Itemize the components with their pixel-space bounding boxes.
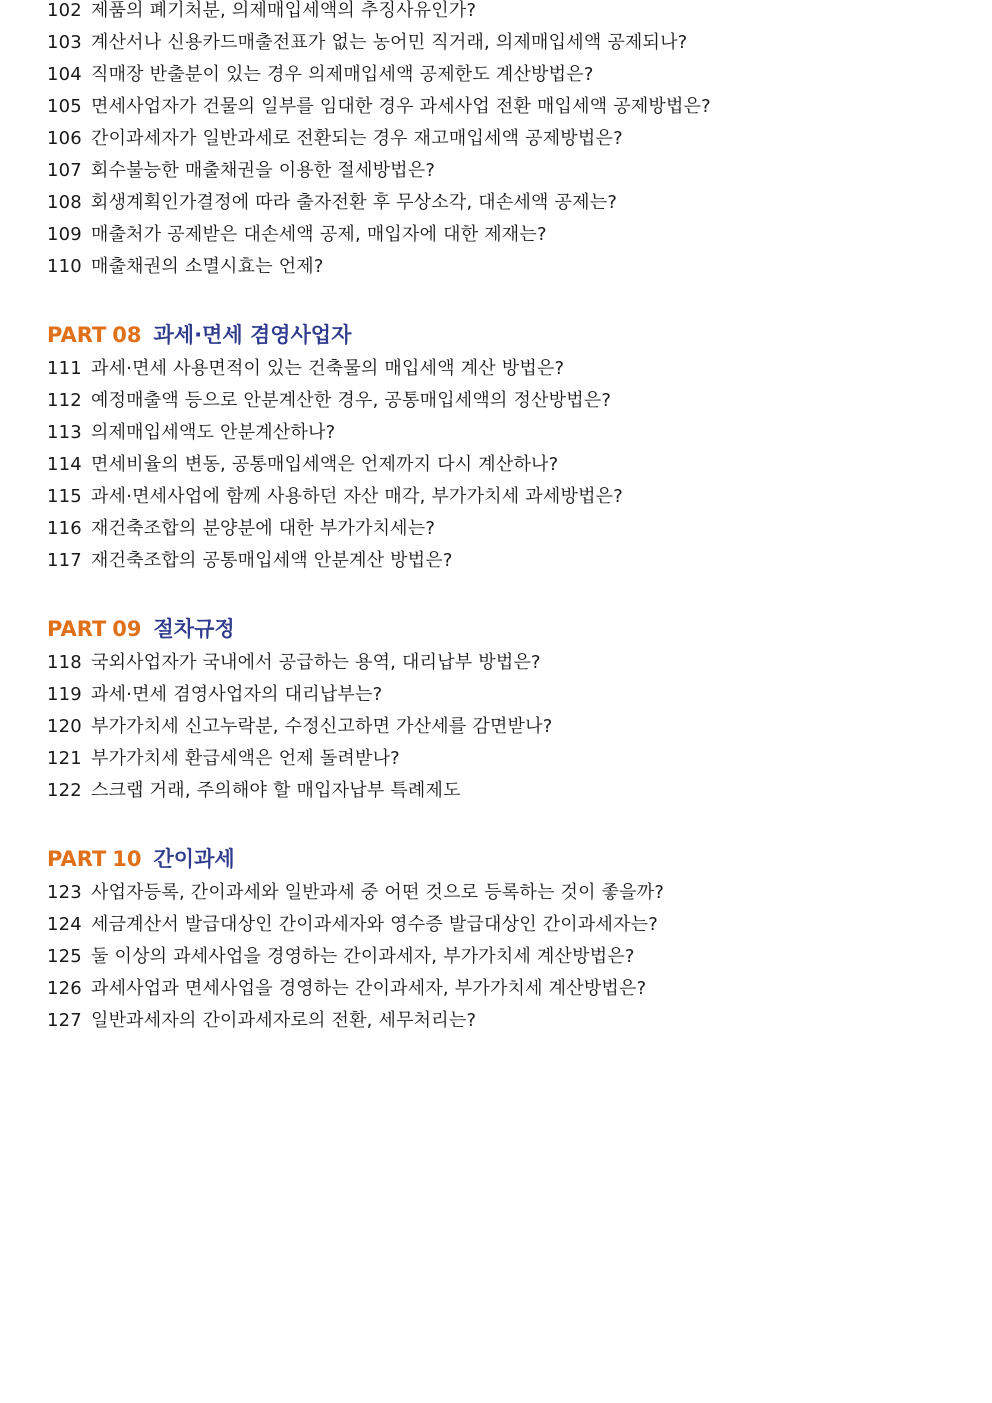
toc-part-section	[47, 317, 947, 577]
item-title: 세금계산서 발급대상인 간이과세자와 영수증 발급대상인 간이과세자는?	[91, 914, 658, 935]
part-label: PART	[47, 847, 107, 871]
item-number: 116	[47, 518, 82, 539]
item-title: 매출처가 공제받은 대손세액 공제, 매입자에 대한 제재는?	[91, 224, 547, 245]
item-number: 124	[47, 914, 82, 935]
part-item-list	[47, 877, 947, 1037]
item-title: 과세사업과 면세사업을 경영하는 간이과세자, 부가가치세 계산방법은?	[91, 978, 647, 999]
toc-item	[47, 123, 947, 155]
toc-item	[47, 449, 947, 481]
toc-item	[47, 251, 947, 283]
item-number: 114	[47, 454, 82, 475]
item-number: 111	[47, 358, 82, 379]
toc-item	[47, 973, 947, 1005]
item-title: 계산서나 신용카드매출전표가 없는 농어민 직거래, 의제매입세액 공제되나?	[91, 32, 688, 53]
item-title: 의제매입세액도 안분계산하나?	[91, 422, 336, 443]
part-heading	[47, 611, 947, 647]
item-number: 105	[47, 96, 82, 117]
item-title: 간이과세자가 일반과세로 전환되는 경우 재고매입세액 공제방법은?	[91, 128, 623, 149]
item-number: 127	[47, 1010, 82, 1031]
toc-item	[47, 647, 947, 679]
toc-item	[47, 91, 947, 123]
toc-item	[47, 775, 947, 807]
part-heading	[47, 317, 947, 353]
item-number: 106	[47, 128, 82, 149]
toc-item	[47, 513, 947, 545]
part-title: 간이과세	[153, 847, 235, 871]
toc-part-section	[47, 841, 947, 1037]
part-number: 08	[112, 323, 142, 347]
item-number: 117	[47, 550, 82, 571]
toc-item	[47, 0, 947, 27]
item-title: 스크랩 거래, 주의해야 할 매입자납부 특례제도	[91, 780, 461, 801]
item-title: 직매장 반출분이 있는 경우 의제매입세액 공제한도 계산방법은?	[91, 64, 594, 85]
item-number: 123	[47, 882, 82, 903]
toc-item	[47, 155, 947, 187]
item-number: 103	[47, 32, 82, 53]
item-number: 109	[47, 224, 82, 245]
item-title: 면세사업자가 건물의 일부를 임대한 경우 과세사업 전환 매입세액 공제방법은?	[91, 96, 711, 117]
toc-item	[47, 679, 947, 711]
item-title: 과세·면세사업에 함께 사용하던 자산 매각, 부가가치세 과세방법은?	[91, 486, 624, 507]
item-title: 회수불능한 매출채권을 이용한 절세방법은?	[91, 160, 436, 181]
item-number: 102	[47, 0, 82, 21]
toc-item	[47, 187, 947, 219]
item-title: 재건축조합의 공통매입세액 안분계산 방법은?	[91, 550, 453, 571]
item-title: 매출채권의 소멸시효는 언제?	[91, 256, 324, 277]
part-item-list	[47, 353, 947, 577]
item-number: 107	[47, 160, 82, 181]
item-number: 115	[47, 486, 82, 507]
toc-item	[47, 877, 947, 909]
item-title: 부가가치세 신고누락분, 수정신고하면 가산세를 감면받나?	[91, 716, 553, 737]
item-title: 예정매출액 등으로 안분계산한 경우, 공통매입세액의 정산방법은?	[91, 390, 612, 411]
toc-item	[47, 545, 947, 577]
toc-item	[47, 1005, 947, 1037]
toc-item	[47, 909, 947, 941]
item-number: 113	[47, 422, 82, 443]
item-title: 과세·면세 사용면적이 있는 건축물의 매입세액 계산 방법은?	[91, 358, 565, 379]
item-number: 125	[47, 946, 82, 967]
toc-item	[47, 27, 947, 59]
toc-item	[47, 385, 947, 417]
item-number: 108	[47, 192, 82, 213]
toc-lead-list	[47, 0, 947, 283]
toc-part-section	[47, 611, 947, 807]
item-title: 과세·면세 겸영사업자의 대리납부는?	[91, 684, 383, 705]
item-number: 119	[47, 684, 82, 705]
part-heading	[47, 841, 947, 877]
toc-item	[47, 59, 947, 91]
item-title: 회생계획인가결정에 따라 출자전환 후 무상소각, 대손세액 공제는?	[91, 192, 618, 213]
part-label: PART	[47, 617, 107, 641]
item-title: 둘 이상의 과세사업을 경영하는 간이과세자, 부가가치세 계산방법은?	[91, 946, 635, 967]
item-number: 104	[47, 64, 82, 85]
item-title: 국외사업자가 국내에서 공급하는 용역, 대리납부 방법은?	[91, 652, 541, 673]
toc-item	[47, 417, 947, 449]
part-title: 과세·면세 겸영사업자	[153, 323, 352, 347]
item-title: 부가가치세 환급세액은 언제 돌려받나?	[91, 748, 400, 769]
item-number: 112	[47, 390, 82, 411]
item-number: 121	[47, 748, 82, 769]
part-number: 09	[112, 617, 142, 641]
item-title: 재건축조합의 분양분에 대한 부가가치세는?	[91, 518, 436, 539]
toc-item	[47, 941, 947, 973]
toc-item	[47, 711, 947, 743]
part-title: 절차규정	[153, 617, 235, 641]
toc-item	[47, 743, 947, 775]
toc-item	[47, 353, 947, 385]
item-number: 120	[47, 716, 82, 737]
item-number: 126	[47, 978, 82, 999]
toc-item	[47, 481, 947, 513]
item-title: 면세비율의 변동, 공통매입세액은 언제까지 다시 계산하나?	[91, 454, 559, 475]
item-title: 제품의 폐기처분, 의제매입세액의 추징사유인가?	[91, 0, 477, 21]
part-number: 10	[112, 847, 142, 871]
item-title: 사업자등록, 간이과세와 일반과세 중 어떤 것으로 등록하는 것이 좋을까?	[91, 882, 665, 903]
item-number: 118	[47, 652, 82, 673]
item-number: 110	[47, 256, 82, 277]
item-title: 일반과세자의 간이과세자로의 전환, 세무처리는?	[91, 1010, 477, 1031]
item-number: 122	[47, 780, 82, 801]
part-label: PART	[47, 323, 107, 347]
toc-column	[47, 0, 947, 1037]
toc-item	[47, 219, 947, 251]
part-item-list	[47, 647, 947, 807]
